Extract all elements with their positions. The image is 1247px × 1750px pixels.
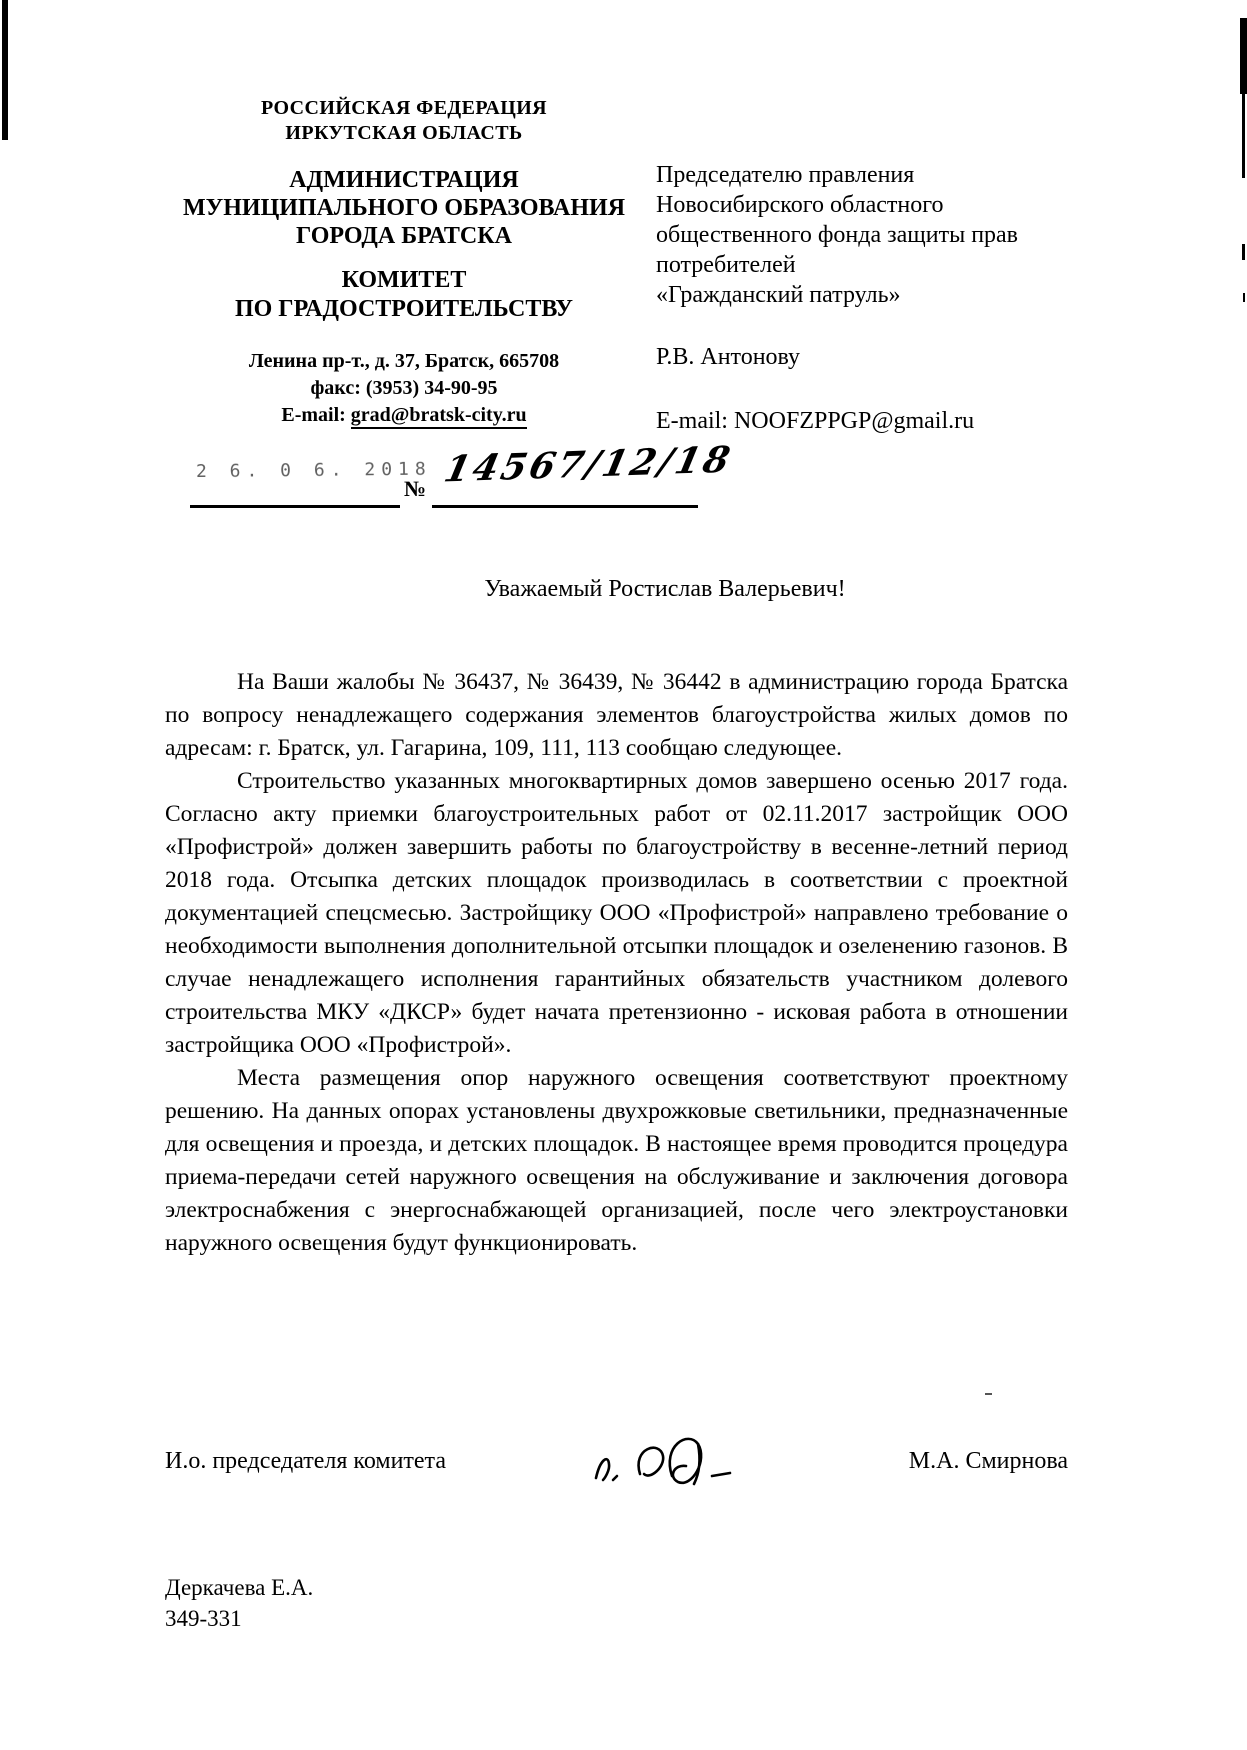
org-email: grad@bratsk-city.ru — [351, 404, 527, 429]
signer-title: И.о. председателя комитета — [165, 1448, 446, 1474]
scan-artifact-right-edge-4 — [1243, 293, 1245, 302]
recipient-name: Р.В. Антонову — [656, 344, 801, 370]
scan-artifact-right-edge-3 — [1242, 244, 1245, 260]
salutation: Уважаемый Ростислав Валерьевич! — [484, 576, 846, 602]
scan-artifact-left-edge — [2, 0, 8, 140]
executor-phone: 349-331 — [165, 1606, 242, 1631]
letterhead-region: ИРКУТСКАЯ ОБЛАСТЬ — [285, 122, 523, 144]
recipient-line: Председателю правления — [656, 162, 915, 188]
date-underline — [190, 505, 400, 508]
scan-artifact-right-edge-1 — [1240, 18, 1247, 94]
department-line-1: КОМИТЕТ — [341, 267, 467, 293]
recipient-email: E-mail: NOOFZPPGP@gmail.ru — [656, 408, 975, 434]
org-fax: факс: (3953) 34-90-95 — [310, 377, 498, 399]
org-name-line-3: ГОРОДА БРАТСКА — [296, 223, 512, 249]
body-paragraph: Места размещения опор наружного освещения соответствуют проектному решению. На данных опорах установлены двухрожковые светильники, предназначенные для освещения и проезда, и детских площадок. В настоящее время проводится процедура приема-передачи сетей наружного освещения на обслуживание и заключения договора электроснабжения с энергоснабжающей организацией, после чего электроустановки наружного освещения будут функционировать. — [165, 1065, 1068, 1256]
org-name-line-2: МУНИЦИПАЛЬНОГО ОБРАЗОВАНИЯ — [182, 195, 626, 221]
recipient-line: Новосибирского областного — [656, 192, 944, 218]
executor-name: Деркачева Е.А. — [165, 1575, 314, 1600]
org-name-line-1: АДМИНИСТРАЦИЯ — [289, 167, 519, 193]
number-underline — [432, 505, 698, 508]
recipient-line: потребителей — [656, 252, 796, 278]
scan-artifact-right-edge-2 — [1242, 94, 1245, 178]
ref-number-value: 14567/12/18 — [440, 438, 737, 491]
letter-body — [165, 666, 1068, 1260]
recipient-block — [656, 160, 1116, 436]
scan-artifact-speck — [985, 1393, 992, 1395]
signature-scrawl-icon — [580, 1426, 770, 1506]
handwritten-signature — [580, 1426, 770, 1511]
org-address: Ленина пр-т., д. 37, Братск, 665708 — [248, 350, 560, 372]
body-paragraph: На Ваши жалобы № 36437, № 36439, № 36442 в администрацию города Братска по вопросу ненадлежащего содержания элементов благоустройства жилых домов по адресам: г. Братск, ул. Гагарина, 109, 111, 113 сообщаю следующее. — [165, 669, 1068, 761]
signer-name: М.А. Смирнова — [908, 1448, 1068, 1474]
letterhead-country: РОССИЙСКАЯ ФЕДЕРАЦИЯ — [260, 97, 547, 119]
letterhead — [168, 96, 640, 429]
signature-row — [165, 1432, 1068, 1512]
org-email-line — [168, 402, 640, 429]
executor-block — [165, 1572, 313, 1634]
body-paragraph: Строительство указанных многоквартирных домов завершено осенью 2017 года. Согласно акту приемки благоустроительных работ от 02.11.2017 застройщик ООО «Профистрой» должен завершить работы по благоустройству в весенне-летний период 2018 года. Отсыпка детских площадок производилась в соответствии с проектной документацией спецсмесью. Застройщику ООО «Профистрой» направлено требование о необходимости выполнения дополнительной отсыпки площадок и озеленению газонов. В случае ненадлежащего исполнения гарантийных обязательств участником долевого строительства МКУ «ДКСР» будет начата претензионно - исковая работа в отношении застройщика ООО «Профистрой». — [165, 768, 1068, 1058]
recipient-line: «Гражданский патруль» — [656, 282, 901, 308]
recipient-line: общественного фонда защиты прав — [656, 222, 1019, 248]
stamp-date: 2 6. 0 6. 2018 — [195, 458, 432, 483]
org-email-label: E-mail: — [281, 404, 351, 426]
department-line-2: ПО ГРАДОСТРОИТЕЛЬСТВУ — [234, 296, 574, 322]
ref-number-sign: № — [404, 476, 427, 501]
